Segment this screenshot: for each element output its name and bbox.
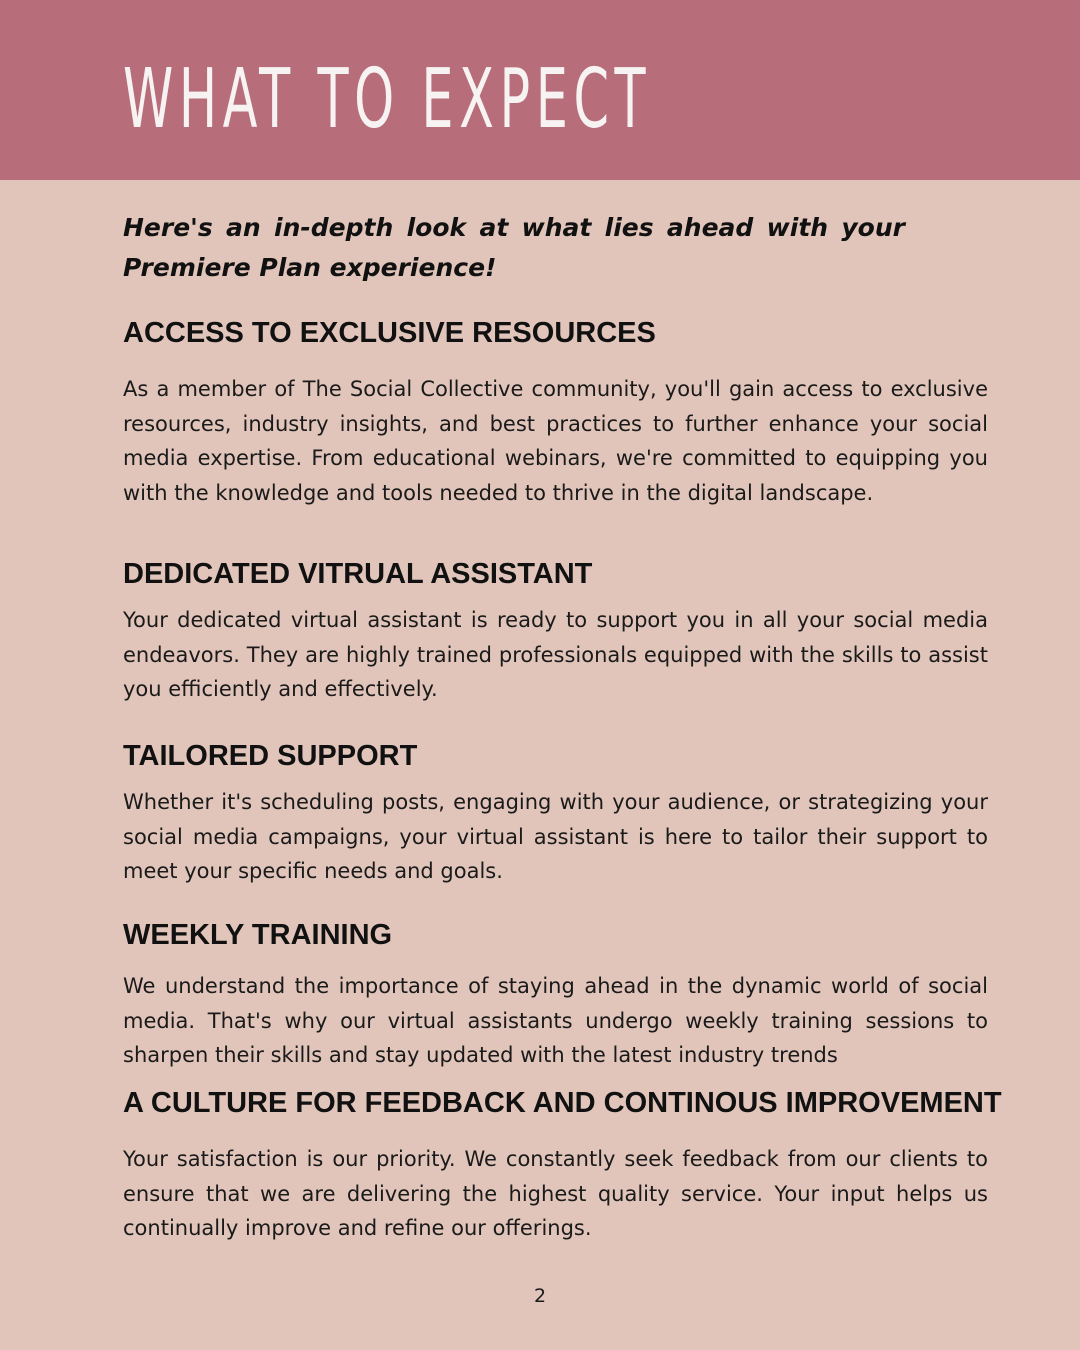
section-body-virtual-assistant: Your dedicated virtual assistant is ready to support you in all your social media endeavors. They are highly trained professionals equipped with the skills to assist you efficiently and effectively.	[123, 608, 988, 701]
section-heading-feedback-culture: A CULTURE FOR FEEDBACK AND CONTINOUS IMPROVEMENT	[123, 1087, 1002, 1119]
section-heading-weekly-training: WEEKLY TRAINING	[123, 919, 393, 951]
page-title: WHAT TO EXPECT	[123, 52, 652, 147]
section-body-weekly-training: We understand the importance of staying ahead in the dynamic world of social media. That's why our virtual assistants undergo weekly training sessions to sharpen their skills and stay updated with the latest industry trends	[123, 974, 988, 1067]
section-heading-tailored-support: TAILORED SUPPORT	[123, 740, 418, 772]
page-number: 2	[533, 1285, 547, 1307]
section-body-exclusive-resources: As a member of The Social Collective community, you'll gain access to exclusive resources, industry insights, and best practices to further enhance your social media expertise. From educational webinars, we're committed to equipping you with the knowledge and tools needed to thrive in the digital landscape.	[123, 377, 988, 505]
intro-text: Here's an in-depth look at what lies ahead with your Premiere Plan experience!	[123, 213, 905, 282]
section-heading-virtual-assistant: DEDICATED VITRUAL ASSISTANT	[123, 558, 593, 590]
section-body-feedback-culture: Your satisfaction is our priority. We constantly seek feedback from our clients to ensure that we are delivering the highest quality service. Your input helps us continually improve and refine our offerings.	[123, 1147, 988, 1240]
section-body-tailored-support: Whether it's scheduling posts, engaging with your audience, or strategizing your social media campaigns, your virtual assistant is here to tailor their support to meet your specific needs and goals.	[123, 790, 988, 883]
header-band	[0, 0, 1080, 180]
section-heading-exclusive-resources: ACCESS TO EXCLUSIVE RESOURCES	[123, 317, 656, 349]
